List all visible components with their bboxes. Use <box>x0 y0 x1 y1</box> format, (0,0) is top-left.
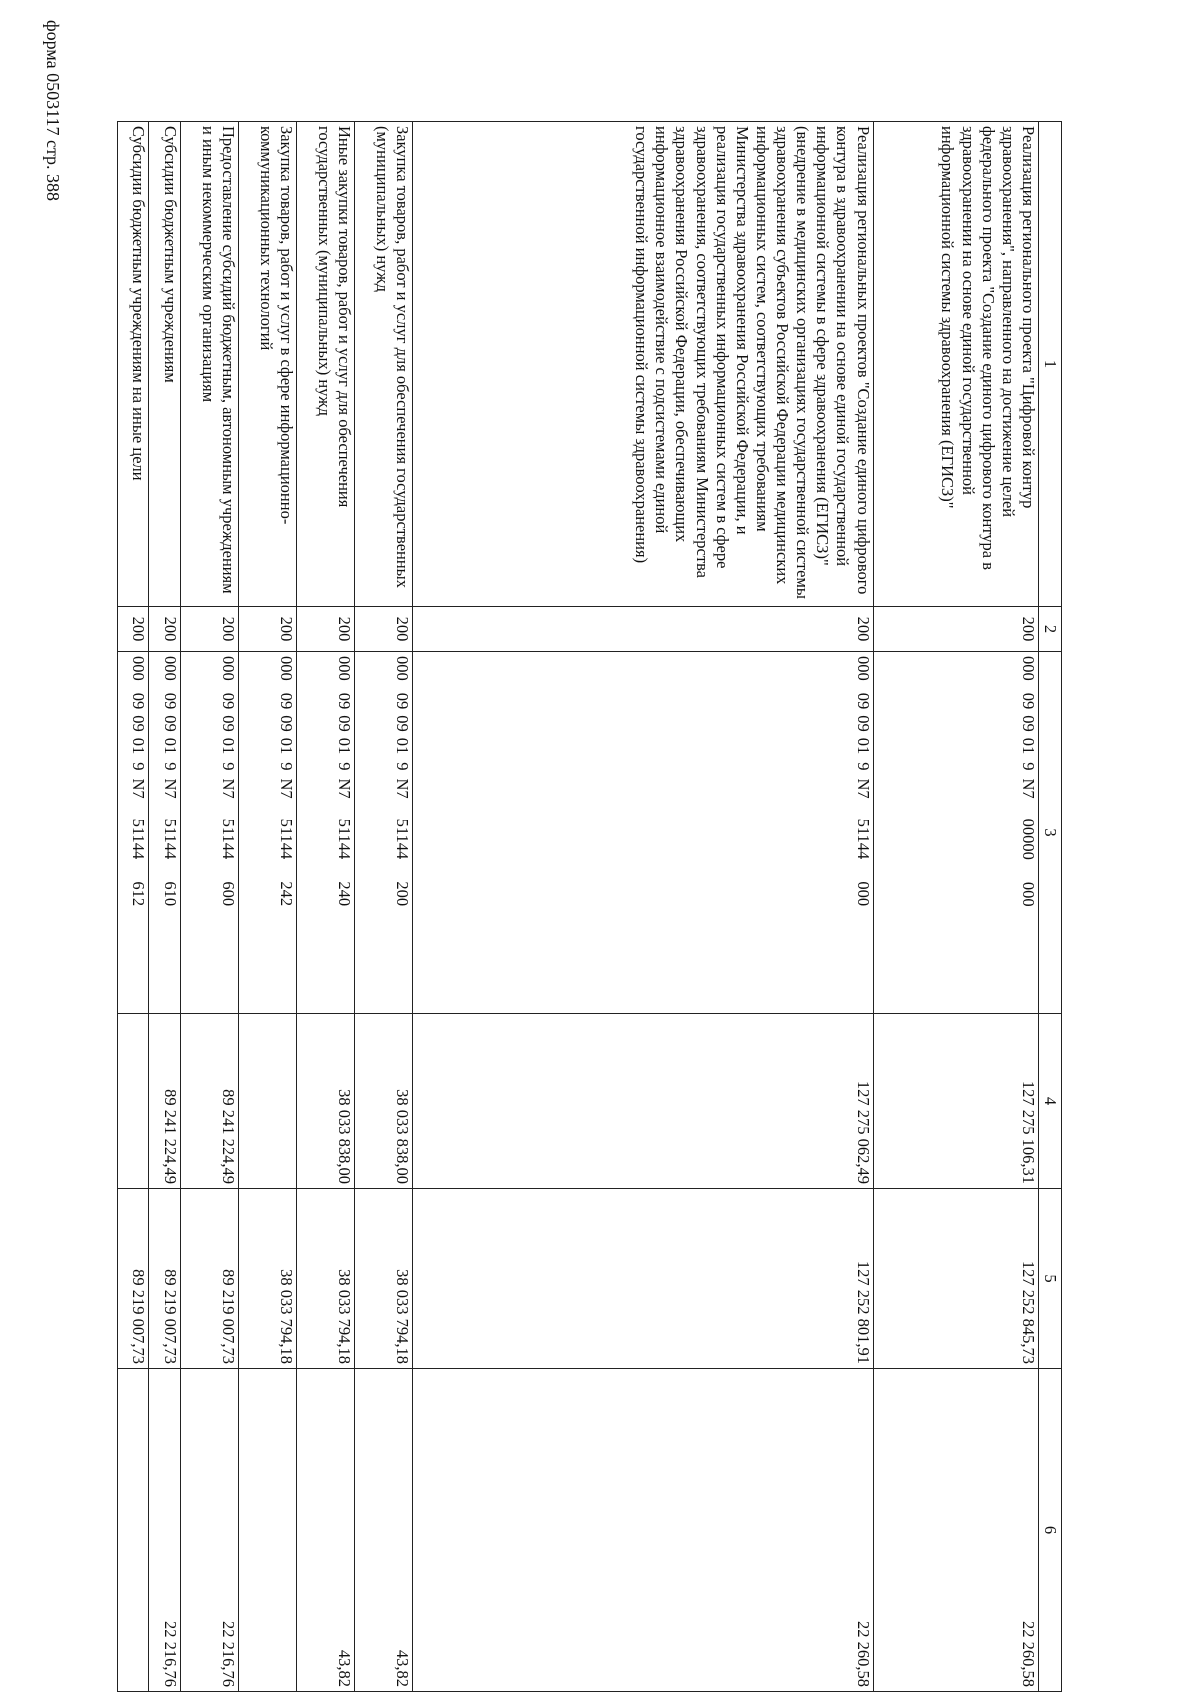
column-number-row <box>1039 122 1062 1692</box>
line-code-cell: 200 <box>296 607 354 652</box>
table-row <box>149 122 180 1692</box>
kbk-code-part: 000 <box>334 656 354 681</box>
row-name-cell: Закупка товаров, работ и услуг в сфере информационно-коммуникационных технологий <box>238 122 296 607</box>
column-header: 3 <box>1039 652 1062 1014</box>
kbk-code-cell <box>238 652 296 1014</box>
kbk-code-part: 51144 <box>160 818 180 860</box>
executed-amount-cell: 38 033 794,18 <box>296 1189 354 1369</box>
executed-amount-cell: 89 219 007,73 <box>180 1189 238 1369</box>
kbk-code-part: 09 <box>334 715 354 732</box>
table-row <box>296 122 354 1692</box>
kbk-code-part: 9 <box>160 762 180 771</box>
kbk-code-part: 000 <box>853 656 873 681</box>
table-row <box>873 122 1038 1692</box>
column-header: 2 <box>1039 607 1062 652</box>
table-row <box>118 122 149 1692</box>
form-page-label: форма 0503117 стр. 388 <box>43 20 63 202</box>
unexecuted-amount-cell: 22 260,58 <box>873 1369 1038 1692</box>
unexecuted-amount-cell: 43,82 <box>296 1369 354 1692</box>
kbk-code-part: 9 <box>218 762 238 771</box>
table-row <box>413 122 874 1692</box>
kbk-code-part: 000 <box>160 656 180 681</box>
approved-amount-cell <box>238 1014 296 1189</box>
kbk-code-part: 000 <box>1019 656 1038 681</box>
kbk-code-cell <box>354 652 412 1014</box>
kbk-code-part: 200 <box>393 881 413 907</box>
kbk-code-part: N7 <box>160 778 180 799</box>
kbk-code-part: 240 <box>334 881 354 907</box>
budget-execution-table <box>117 121 1062 1692</box>
kbk-code-part: 51144 <box>334 818 354 860</box>
kbk-code-part: N7 <box>276 778 296 799</box>
kbk-code-part: 000 <box>1019 881 1038 907</box>
kbk-code-part: 01 <box>334 737 354 755</box>
kbk-code-part: 01 <box>129 737 149 755</box>
kbk-code-part: 610 <box>160 881 180 907</box>
column-header: 5 <box>1039 1189 1062 1369</box>
kbk-code-part: N7 <box>1019 778 1038 799</box>
column-header: 1 <box>1039 122 1062 607</box>
kbk-code-part: 01 <box>393 737 413 755</box>
line-code-cell: 200 <box>118 607 149 652</box>
approved-amount-cell: 38 033 838,00 <box>296 1014 354 1189</box>
rotated-report-page <box>117 121 1062 1691</box>
kbk-code-part: 09 <box>218 715 238 732</box>
row-name-cell: Субсидии бюджетным учреждениям на иные цели <box>118 122 149 607</box>
approved-amount-cell: 38 033 838,00 <box>354 1014 412 1189</box>
kbk-code-part: 000 <box>853 881 873 907</box>
executed-amount-cell: 89 219 007,73 <box>149 1189 180 1369</box>
kbk-code-part: 9 <box>853 762 873 771</box>
kbk-code-part: 09 <box>393 715 413 732</box>
kbk-code-part: 000 <box>393 656 413 681</box>
kbk-code-part: 09 <box>853 715 873 732</box>
kbk-code-part: N7 <box>393 778 413 799</box>
kbk-code-cell <box>296 652 354 1014</box>
line-code-cell: 200 <box>873 607 1038 652</box>
kbk-code-part: 51144 <box>218 818 238 860</box>
kbk-code-cell <box>118 652 149 1014</box>
column-header: 6 <box>1039 1369 1062 1692</box>
kbk-code-part: 09 <box>1019 715 1038 732</box>
line-code-cell: 200 <box>180 607 238 652</box>
kbk-code-part: 9 <box>276 762 296 771</box>
row-name-cell: Субсидии бюджетным учреждениям <box>149 122 180 607</box>
kbk-code-part: 51144 <box>129 818 149 860</box>
kbk-code-part: 09 <box>129 715 149 732</box>
unexecuted-amount-cell: 22 260,58 <box>413 1369 874 1692</box>
unexecuted-amount-cell: 22 216,76 <box>180 1369 238 1692</box>
executed-amount-cell: 127 252 801,91 <box>413 1189 874 1369</box>
line-code-cell: 200 <box>149 607 180 652</box>
kbk-code-part: 51144 <box>853 818 873 860</box>
row-name-cell: Иные закупки товаров, работ и услуг для обеспечения государственных (муниципальных) нужд <box>296 122 354 607</box>
executed-amount-cell: 38 033 794,18 <box>354 1189 412 1369</box>
row-name-cell: Реализация региональных проектов "Создание единого цифрового контура в здравоохранении на основе единой государственной информационной системы в сфере здравоохранения (ЕГИСЗ)" (внедрение в медицинских организациях государственной системы здравоохранения субъектов Российской Федерации медицинских информационных систем, соответствующих требованиям Министерства здравоохранения Российской Федерации, и реализация государственных информационных систем в сфере здравоохранения, соответствующих требованиям Министерства здравоохранения Российской Федерации, обеспечивающих информационное взаимодействие с подсистемами единой государственной информационной системы здравоохранения) <box>413 122 874 607</box>
kbk-code-part: 09 <box>218 692 238 710</box>
kbk-code-part: N7 <box>853 778 873 799</box>
kbk-code-part: 000 <box>218 656 238 681</box>
kbk-code-part: 51144 <box>393 818 413 860</box>
kbk-code-part: 9 <box>129 762 149 771</box>
table-body <box>118 122 1039 1692</box>
kbk-code-part: 000 <box>129 656 149 681</box>
kbk-code-cell <box>180 652 238 1014</box>
kbk-code-part: 9 <box>334 762 354 771</box>
unexecuted-amount-cell: 43,82 <box>354 1369 412 1692</box>
kbk-code-part: 09 <box>129 692 149 710</box>
kbk-code-part: 9 <box>1019 762 1038 771</box>
kbk-code-part: 600 <box>218 881 238 907</box>
kbk-code-cell <box>873 652 1038 1014</box>
kbk-code-part: 09 <box>276 715 296 732</box>
unexecuted-amount-cell <box>238 1369 296 1692</box>
kbk-code-part: 09 <box>1019 692 1038 710</box>
line-code-cell: 200 <box>354 607 412 652</box>
kbk-code-part: 09 <box>853 692 873 710</box>
kbk-code-part: 01 <box>218 737 238 755</box>
kbk-code-part: 01 <box>276 737 296 755</box>
unexecuted-amount-cell: 22 216,76 <box>149 1369 180 1692</box>
kbk-code-part: 00000 <box>1019 818 1038 860</box>
kbk-code-part: N7 <box>334 778 354 799</box>
kbk-code-part: 242 <box>276 881 296 907</box>
executed-amount-cell: 127 252 845,73 <box>873 1189 1038 1369</box>
unexecuted-amount-cell <box>118 1369 149 1692</box>
kbk-code-part: 09 <box>276 692 296 710</box>
kbk-code-part: 01 <box>853 737 873 755</box>
kbk-code-part: 09 <box>393 692 413 710</box>
kbk-code-part: 9 <box>393 762 413 771</box>
kbk-code-part: 01 <box>160 737 180 755</box>
kbk-code-part: 09 <box>160 715 180 732</box>
table-row <box>354 122 412 1692</box>
table-row <box>238 122 296 1692</box>
kbk-code-part: 09 <box>334 692 354 710</box>
column-header: 4 <box>1039 1014 1062 1189</box>
approved-amount-cell <box>118 1014 149 1189</box>
kbk-code-part: N7 <box>129 778 149 799</box>
row-name-cell: Реализация регионального проекта "Цифровой контур здравоохранения", направленного на достижение целей федерального проекта "Создание единого цифрового контура в здравоохранении на основе единой государственной информационной системы здравоохранения (ЕГИСЗ)" <box>873 122 1038 607</box>
kbk-code-part: N7 <box>218 778 238 799</box>
kbk-code-part: 612 <box>129 881 149 907</box>
executed-amount-cell: 38 033 794,18 <box>238 1189 296 1369</box>
kbk-code-cell <box>413 652 874 1014</box>
approved-amount-cell: 89 241 224,49 <box>149 1014 180 1189</box>
row-name-cell: Предоставление субсидий бюджетным, автономным учреждениям и иным некоммерческим организациям <box>180 122 238 607</box>
approved-amount-cell: 127 275 062,49 <box>413 1014 874 1189</box>
kbk-code-part: 01 <box>1019 737 1038 755</box>
line-code-cell: 200 <box>238 607 296 652</box>
kbk-code-part: 09 <box>160 692 180 710</box>
line-code-cell: 200 <box>413 607 874 652</box>
table-row <box>180 122 238 1692</box>
approved-amount-cell: 89 241 224,49 <box>180 1014 238 1189</box>
executed-amount-cell: 89 219 007,73 <box>118 1189 149 1369</box>
approved-amount-cell: 127 275 106,31 <box>873 1014 1038 1189</box>
kbk-code-cell <box>149 652 180 1014</box>
row-name-cell: Закупка товаров, работ и услуг для обеспечения государственных (муниципальных) нужд <box>354 122 412 607</box>
kbk-code-part: 51144 <box>276 818 296 860</box>
kbk-code-part: 000 <box>276 656 296 681</box>
